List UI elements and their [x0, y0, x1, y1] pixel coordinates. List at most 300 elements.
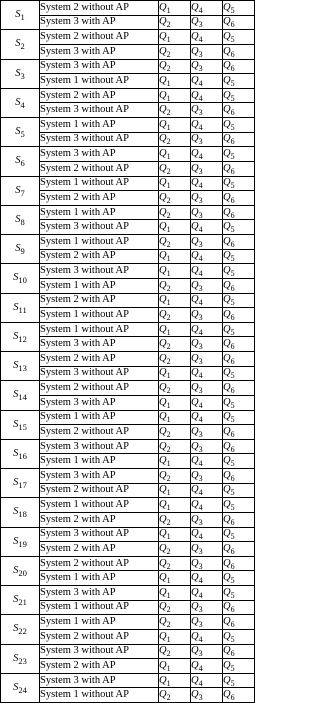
question-cell: [191, 322, 223, 337]
question-index: 3: [198, 620, 203, 630]
question-symbol: Q: [191, 250, 199, 262]
question-symbol: Q: [159, 235, 167, 247]
question-cell: [159, 264, 191, 279]
question-symbol: Q: [191, 118, 199, 130]
question-index: 3: [198, 473, 203, 483]
question-cell: [159, 615, 191, 630]
scenario-index: 1: [20, 12, 25, 23]
question-cell: [159, 673, 191, 688]
question-index: 6: [230, 429, 235, 439]
scenario-index: 20: [18, 567, 27, 578]
question-index: 2: [166, 444, 171, 454]
question-symbol: Q: [223, 177, 231, 189]
system-cell: System 1 without AP: [40, 235, 159, 250]
scenario-index: 19: [18, 538, 27, 549]
question-index: 6: [230, 620, 235, 630]
scenario-index: 21: [18, 597, 27, 608]
question-symbol: Q: [159, 425, 167, 437]
table-row: [1, 615, 255, 630]
question-symbol: Q: [191, 308, 199, 320]
system-cell: System 1 without AP: [40, 74, 159, 89]
question-cell: [191, 118, 223, 133]
question-index: 1: [166, 181, 171, 191]
question-symbol: Q: [159, 338, 167, 350]
table-row: [1, 161, 255, 176]
question-index: 5: [230, 93, 235, 103]
question-symbol: Q: [223, 323, 231, 335]
question-symbol: Q: [223, 645, 231, 657]
question-cell: [223, 235, 255, 250]
question-cell: [159, 527, 191, 542]
question-index: 2: [166, 137, 171, 147]
question-symbol: Q: [159, 191, 167, 203]
question-symbol: Q: [191, 133, 199, 145]
question-symbol: Q: [191, 177, 199, 189]
system-cell: System 1 with AP: [40, 118, 159, 133]
question-symbol: Q: [159, 104, 167, 116]
question-symbol: Q: [223, 601, 231, 613]
question-index: 1: [166, 5, 171, 15]
question-cell: [191, 191, 223, 206]
question-cell: [159, 161, 191, 176]
question-index: 3: [198, 64, 203, 74]
question-symbol: Q: [159, 250, 167, 262]
question-index: 3: [198, 356, 203, 366]
scenario-index: 11: [18, 304, 27, 315]
question-index: 4: [198, 400, 203, 410]
question-cell: [191, 249, 223, 264]
question-symbol: Q: [159, 265, 167, 277]
question-cell: [159, 483, 191, 498]
question-cell: [159, 249, 191, 264]
table-row: [1, 15, 255, 30]
question-symbol: Q: [159, 411, 167, 423]
question-symbol: Q: [223, 616, 231, 628]
scenario-symbol: S: [15, 9, 21, 21]
question-symbol: Q: [159, 1, 167, 13]
question-cell: [191, 74, 223, 89]
question-index: 3: [198, 693, 203, 703]
question-index: 5: [230, 254, 235, 264]
question-cell: [159, 59, 191, 74]
question-index: 1: [166, 152, 171, 162]
question-cell: [223, 439, 255, 454]
question-cell: [191, 527, 223, 542]
question-cell: [223, 352, 255, 367]
table-row: [1, 483, 255, 498]
question-cell: [223, 659, 255, 674]
question-cell: [223, 103, 255, 118]
scenario-symbol: S: [15, 184, 21, 196]
question-index: 3: [198, 342, 203, 352]
question-symbol: Q: [223, 162, 231, 174]
table-row: [1, 659, 255, 674]
system-cell: System 2 without AP: [40, 1, 159, 16]
question-index: 1: [166, 634, 171, 644]
question-cell: [223, 15, 255, 30]
table-row: [1, 235, 255, 250]
question-cell: [223, 527, 255, 542]
scenario-symbol: S: [13, 272, 19, 284]
question-cell: [191, 454, 223, 469]
scenario-label: [1, 205, 40, 234]
question-index: 5: [230, 298, 235, 308]
scenario-index: 5: [20, 129, 25, 140]
question-index: 3: [198, 444, 203, 454]
question-cell: [223, 293, 255, 308]
question-symbol: Q: [223, 133, 231, 145]
question-cell: [191, 556, 223, 571]
question-symbol: Q: [191, 674, 199, 686]
question-index: 2: [166, 20, 171, 30]
table-row: [1, 395, 255, 410]
question-symbol: Q: [223, 104, 231, 116]
question-symbol: Q: [223, 572, 231, 584]
question-index: 2: [166, 620, 171, 630]
scenario-index: 13: [18, 363, 27, 374]
system-cell: System 3 without AP: [40, 220, 159, 235]
scenario-label: [1, 293, 40, 322]
table-row: [1, 132, 255, 147]
table-row: [1, 74, 255, 89]
scenario-label: [1, 59, 40, 88]
question-index: 5: [230, 678, 235, 688]
scenario-label: [1, 439, 40, 468]
question-symbol: Q: [191, 74, 199, 86]
scenario-label: [1, 673, 40, 702]
question-cell: [223, 249, 255, 264]
scenario-label: [1, 30, 40, 59]
question-index: 5: [230, 269, 235, 279]
question-symbol: Q: [223, 191, 231, 203]
question-symbol: Q: [191, 352, 199, 364]
question-cell: [159, 395, 191, 410]
question-index: 2: [166, 210, 171, 220]
question-symbol: Q: [159, 674, 167, 686]
question-index: 1: [166, 327, 171, 337]
question-symbol: Q: [191, 206, 199, 218]
question-index: 6: [230, 64, 235, 74]
question-index: 6: [230, 20, 235, 30]
question-symbol: Q: [223, 31, 231, 43]
question-cell: [191, 688, 223, 703]
scenario-index: 15: [18, 421, 27, 432]
question-index: 4: [198, 415, 203, 425]
question-index: 4: [198, 225, 203, 235]
question-index: 2: [166, 64, 171, 74]
scenario-symbol: S: [15, 38, 21, 50]
question-index: 2: [166, 49, 171, 59]
question-symbol: Q: [191, 542, 199, 554]
question-symbol: Q: [191, 89, 199, 101]
scenario-label: [1, 615, 40, 644]
table-row: [1, 1, 255, 16]
question-index: 2: [166, 605, 171, 615]
question-symbol: Q: [159, 177, 167, 189]
question-index: 5: [230, 590, 235, 600]
scenario-label: [1, 88, 40, 117]
question-cell: [223, 74, 255, 89]
scenario-symbol: S: [13, 447, 19, 459]
question-cell: [191, 352, 223, 367]
question-index: 6: [230, 356, 235, 366]
question-cell: [159, 586, 191, 601]
question-symbol: Q: [191, 645, 199, 657]
question-cell: [223, 59, 255, 74]
question-index: 6: [230, 649, 235, 659]
question-cell: [223, 673, 255, 688]
question-index: 3: [198, 108, 203, 118]
table-row: [1, 439, 255, 454]
question-index: 5: [230, 634, 235, 644]
question-index: 5: [230, 576, 235, 586]
question-index: 5: [230, 415, 235, 425]
question-index: 6: [230, 239, 235, 249]
question-cell: [159, 644, 191, 659]
question-symbol: Q: [159, 308, 167, 320]
question-index: 2: [166, 546, 171, 556]
scenario-symbol: S: [15, 243, 21, 255]
question-symbol: Q: [191, 104, 199, 116]
question-cell: [159, 512, 191, 527]
question-cell: [191, 483, 223, 498]
question-cell: [159, 469, 191, 484]
question-cell: [159, 556, 191, 571]
system-cell: System 2 with AP: [40, 293, 159, 308]
table-row: [1, 586, 255, 601]
question-index: 6: [230, 210, 235, 220]
question-index: 6: [230, 49, 235, 59]
question-cell: [159, 337, 191, 352]
question-cell: [191, 512, 223, 527]
question-cell: [159, 600, 191, 615]
question-symbol: Q: [159, 16, 167, 28]
scenario-symbol: S: [15, 67, 21, 79]
table-row: [1, 293, 255, 308]
question-cell: [223, 1, 255, 16]
question-symbol: Q: [223, 118, 231, 130]
scenario-index: 22: [18, 626, 27, 637]
question-cell: [159, 1, 191, 16]
question-symbol: Q: [159, 440, 167, 452]
question-index: 1: [166, 663, 171, 673]
question-symbol: Q: [223, 89, 231, 101]
table-row: [1, 454, 255, 469]
question-symbol: Q: [191, 294, 199, 306]
question-cell: [223, 88, 255, 103]
table-row: [1, 410, 255, 425]
question-index: 6: [230, 444, 235, 454]
question-index: 3: [198, 386, 203, 396]
scenario-label: [1, 352, 40, 381]
question-symbol: Q: [223, 265, 231, 277]
question-cell: [159, 220, 191, 235]
question-symbol: Q: [191, 601, 199, 613]
system-cell: System 1 with AP: [40, 278, 159, 293]
table-row: [1, 542, 255, 557]
table-row: [1, 249, 255, 264]
question-symbol: Q: [159, 294, 167, 306]
question-index: 2: [166, 649, 171, 659]
scenario-symbol: S: [15, 96, 21, 108]
question-index: 3: [198, 429, 203, 439]
question-index: 5: [230, 532, 235, 542]
question-symbol: Q: [159, 469, 167, 481]
question-cell: [191, 44, 223, 59]
question-index: 3: [198, 195, 203, 205]
scenario-index: 12: [18, 333, 27, 344]
question-cell: [159, 352, 191, 367]
question-symbol: Q: [223, 16, 231, 28]
question-symbol: Q: [159, 542, 167, 554]
question-index: 1: [166, 400, 171, 410]
question-symbol: Q: [223, 499, 231, 511]
question-index: 2: [166, 561, 171, 571]
question-index: 5: [230, 152, 235, 162]
question-cell: [191, 220, 223, 235]
question-index: 4: [198, 35, 203, 45]
question-cell: [223, 454, 255, 469]
question-cell: [159, 308, 191, 323]
question-index: 6: [230, 517, 235, 527]
scenario-label: [1, 264, 40, 293]
system-cell: System 3 without AP: [40, 103, 159, 118]
scenario-symbol: S: [13, 652, 19, 664]
scenario-symbol: S: [13, 506, 19, 518]
question-index: 1: [166, 576, 171, 586]
question-cell: [191, 161, 223, 176]
question-index: 1: [166, 503, 171, 513]
system-cell: System 3 without AP: [40, 439, 159, 454]
question-cell: [159, 15, 191, 30]
question-cell: [159, 235, 191, 250]
system-cell: System 1 with AP: [40, 571, 159, 586]
question-symbol: Q: [159, 601, 167, 613]
scenario-label: [1, 410, 40, 439]
question-index: 2: [166, 239, 171, 249]
question-cell: [223, 176, 255, 191]
question-symbol: Q: [159, 118, 167, 130]
question-symbol: Q: [159, 206, 167, 218]
question-cell: [223, 469, 255, 484]
table-row: [1, 381, 255, 396]
question-index: 2: [166, 342, 171, 352]
question-cell: [191, 469, 223, 484]
scenario-symbol: S: [13, 681, 19, 693]
question-index: 3: [198, 312, 203, 322]
question-index: 5: [230, 122, 235, 132]
scenario-label: [1, 176, 40, 205]
question-cell: [223, 191, 255, 206]
table-row: [1, 425, 255, 440]
question-cell: [159, 629, 191, 644]
system-cell: System 2 without AP: [40, 381, 159, 396]
scenario-label: [1, 1, 40, 30]
question-symbol: Q: [191, 499, 199, 511]
scenario-index: 3: [20, 70, 25, 81]
system-cell: System 2 with AP: [40, 659, 159, 674]
question-cell: [223, 483, 255, 498]
question-index: 3: [198, 517, 203, 527]
question-index: 4: [198, 78, 203, 88]
question-cell: [159, 44, 191, 59]
question-index: 1: [166, 254, 171, 264]
question-cell: [159, 191, 191, 206]
table-row: [1, 191, 255, 206]
question-index: 3: [198, 605, 203, 615]
scenario-index: 17: [18, 480, 27, 491]
scenario-label: [1, 556, 40, 585]
question-symbol: Q: [159, 367, 167, 379]
question-index: 4: [198, 663, 203, 673]
question-index: 2: [166, 195, 171, 205]
question-index: 4: [198, 576, 203, 586]
question-symbol: Q: [159, 45, 167, 57]
system-cell: System 1 without AP: [40, 688, 159, 703]
question-cell: [191, 88, 223, 103]
question-cell: [223, 644, 255, 659]
question-index: 1: [166, 298, 171, 308]
question-symbol: Q: [223, 206, 231, 218]
question-symbol: Q: [191, 367, 199, 379]
question-symbol: Q: [223, 659, 231, 671]
question-cell: [159, 176, 191, 191]
system-cell: System 3 with AP: [40, 673, 159, 688]
question-cell: [223, 205, 255, 220]
question-index: 1: [166, 532, 171, 542]
question-symbol: Q: [223, 455, 231, 467]
table-row: [1, 498, 255, 513]
question-cell: [191, 381, 223, 396]
question-index: 1: [166, 78, 171, 88]
question-symbol: Q: [159, 279, 167, 291]
scenario-index: 4: [20, 99, 25, 110]
question-symbol: Q: [191, 411, 199, 423]
question-cell: [159, 688, 191, 703]
question-index: 6: [230, 283, 235, 293]
question-symbol: Q: [191, 265, 199, 277]
system-cell: System 1 without AP: [40, 176, 159, 191]
scenario-label: [1, 498, 40, 527]
scenario-symbol: S: [15, 126, 21, 138]
question-index: 6: [230, 605, 235, 615]
question-index: 1: [166, 93, 171, 103]
question-cell: [191, 1, 223, 16]
question-index: 4: [198, 122, 203, 132]
question-cell: [159, 381, 191, 396]
question-index: 4: [198, 93, 203, 103]
question-index: 3: [198, 20, 203, 30]
question-cell: [223, 395, 255, 410]
question-index: 6: [230, 166, 235, 176]
question-cell: [223, 220, 255, 235]
scenario-label: [1, 586, 40, 615]
question-symbol: Q: [223, 308, 231, 320]
scenario-symbol: S: [13, 477, 19, 489]
question-cell: [223, 132, 255, 147]
question-symbol: Q: [223, 148, 231, 160]
question-index: 6: [230, 195, 235, 205]
question-index: 4: [198, 181, 203, 191]
table-row: [1, 220, 255, 235]
question-index: 6: [230, 312, 235, 322]
system-cell: System 3 without AP: [40, 644, 159, 659]
question-cell: [159, 322, 191, 337]
question-index: 5: [230, 181, 235, 191]
scenario-label: [1, 644, 40, 673]
question-symbol: Q: [191, 484, 199, 496]
question-cell: [159, 542, 191, 557]
